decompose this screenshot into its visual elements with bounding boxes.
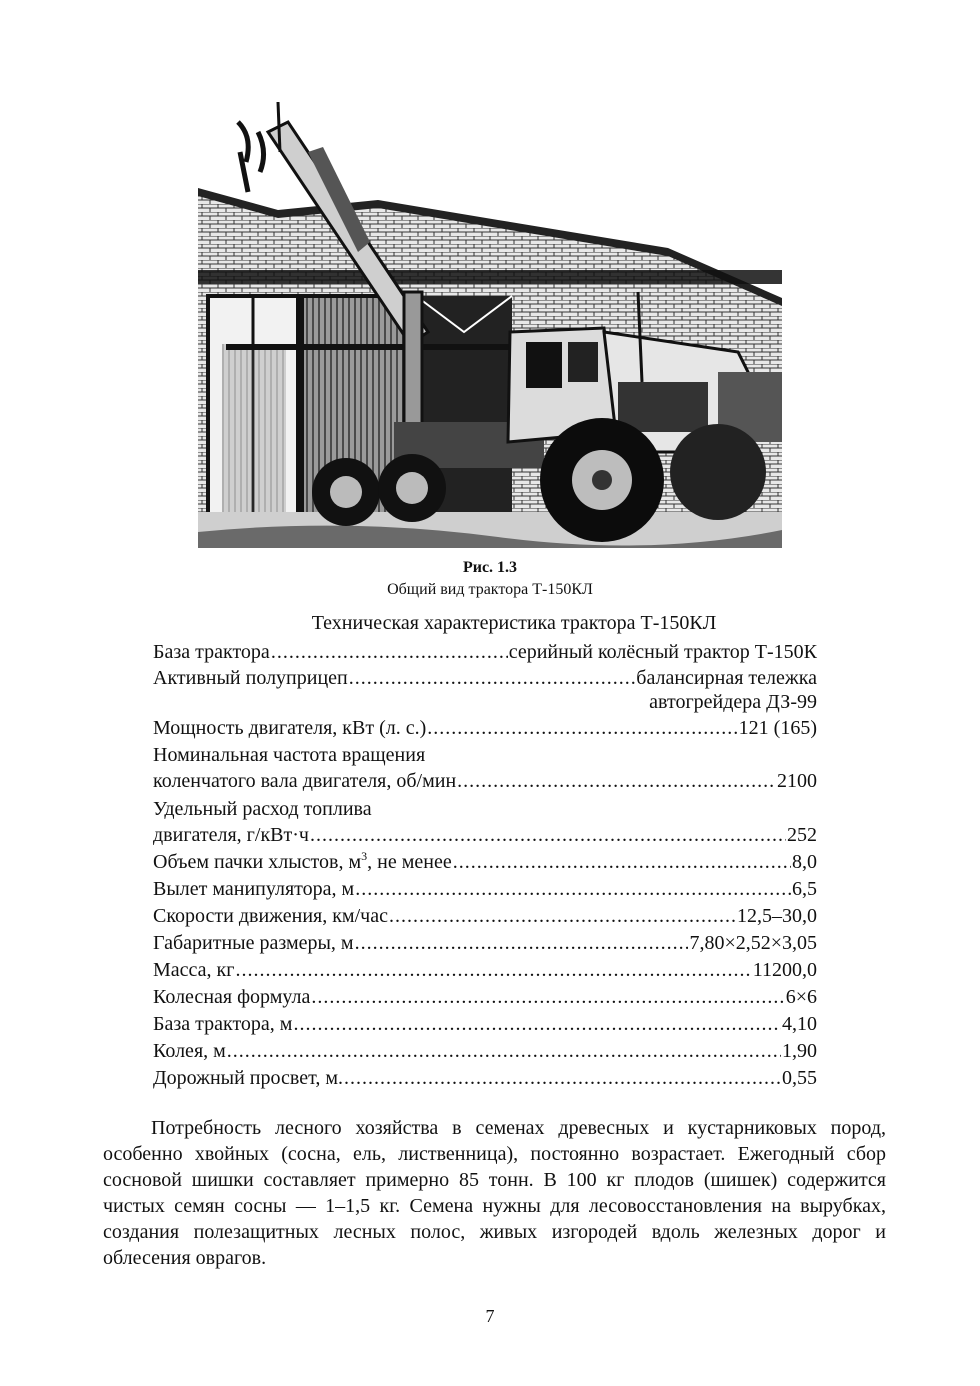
spec-label: Габаритные размеры, м <box>153 932 354 954</box>
spec-row-reach <box>153 878 817 904</box>
spec-title: Техническая характеристика трактора Т-150КЛ <box>311 612 717 634</box>
spec-label: Масса, кг <box>153 959 235 981</box>
body-paragraph: Потребность лесного хозяйства в семенах древесных и кустарниковых пород, особенно хвойных (сосна, ель, лиственница), постоянно возрастает. Ежегодный сбор сосновой шишки составляет примерно 85 тонн. В 100 кг плодов (шишек) содержится чистых семян сосны — 1–1,5 кг. Семена нужны для лесовосстановления на вырубках, создания полезащитных лесных полос, живых изгородей вдоль железных дорог и облесения оврагов. <box>103 1117 886 1269</box>
spec-label: двигателя, г/кВт·ч <box>153 824 309 846</box>
spec-value-continued: автогрейдера ДЗ-99 <box>649 691 817 713</box>
spec-row-rpm <box>153 770 817 796</box>
spec-label: коленчатого вала двигателя, об/мин <box>153 770 457 792</box>
tractor-photo <box>198 92 782 548</box>
spec-row-dimensions <box>153 932 817 958</box>
spec-label: Колея, м <box>153 1040 226 1062</box>
figure-number: Рис. 1.3 <box>462 559 518 576</box>
spec-value: 12,5–30,0 <box>737 905 817 927</box>
spec-row-track <box>153 1040 817 1066</box>
spec-label: Скорости движения, км/час <box>153 905 388 927</box>
spec-value: 1,90 <box>782 1040 817 1062</box>
figure-caption: Общий вид трактора Т-150КЛ <box>387 581 593 598</box>
spec-value: 7,80×2,52×3,05 <box>689 932 817 954</box>
spec-label: Вылет манипулятора, м <box>153 878 355 900</box>
spec-value: 6,5 <box>792 878 817 900</box>
spec-value: 8,0 <box>792 851 817 873</box>
spec-value: 121 (165) <box>738 717 817 739</box>
spec-row-fuel <box>153 824 817 850</box>
spec-row-base <box>153 641 817 667</box>
spec-label: Колесная формула <box>153 986 311 1008</box>
spec-label-line: Удельный расход топлива <box>153 798 372 820</box>
spec-label: Мощность двигателя, кВт (л. с.) <box>153 717 427 739</box>
spec-row-bundle <box>153 851 817 877</box>
spec-value: 4,10 <box>782 1013 817 1035</box>
spec-row-power <box>153 717 817 743</box>
spec-value: 0,55 <box>782 1067 817 1089</box>
spec-value: 6×6 <box>785 986 817 1008</box>
spec-label-line: Номинальная частота вращения <box>153 744 426 766</box>
spec-row-clearance <box>153 1067 817 1093</box>
spec-label: Дорожный просвет, м. <box>153 1067 343 1089</box>
spec-label: Объем пачки хлыстов, $м^3$, не менее <box>153 849 452 873</box>
spec-value: серийный колёсный трактор Т-150К <box>508 641 817 663</box>
spec-row-wheelbase <box>153 1013 817 1039</box>
spec-row-velocity <box>153 905 817 931</box>
spec-label: База трактора <box>153 641 270 663</box>
spec-label: Активный полуприцеп <box>153 667 348 689</box>
spec-row-trailer <box>153 667 817 693</box>
spec-row-wheel-formula <box>153 986 817 1012</box>
spec-value: 2100 <box>777 770 817 792</box>
spec-label: База трактора, м <box>153 1013 293 1035</box>
page-number: 7 <box>485 1306 495 1326</box>
spec-value: 252 <box>787 824 817 846</box>
spec-row-mass <box>153 959 817 985</box>
spec-value: 11200,0 <box>752 959 817 981</box>
spec-value: балансирная тележка <box>636 667 817 689</box>
